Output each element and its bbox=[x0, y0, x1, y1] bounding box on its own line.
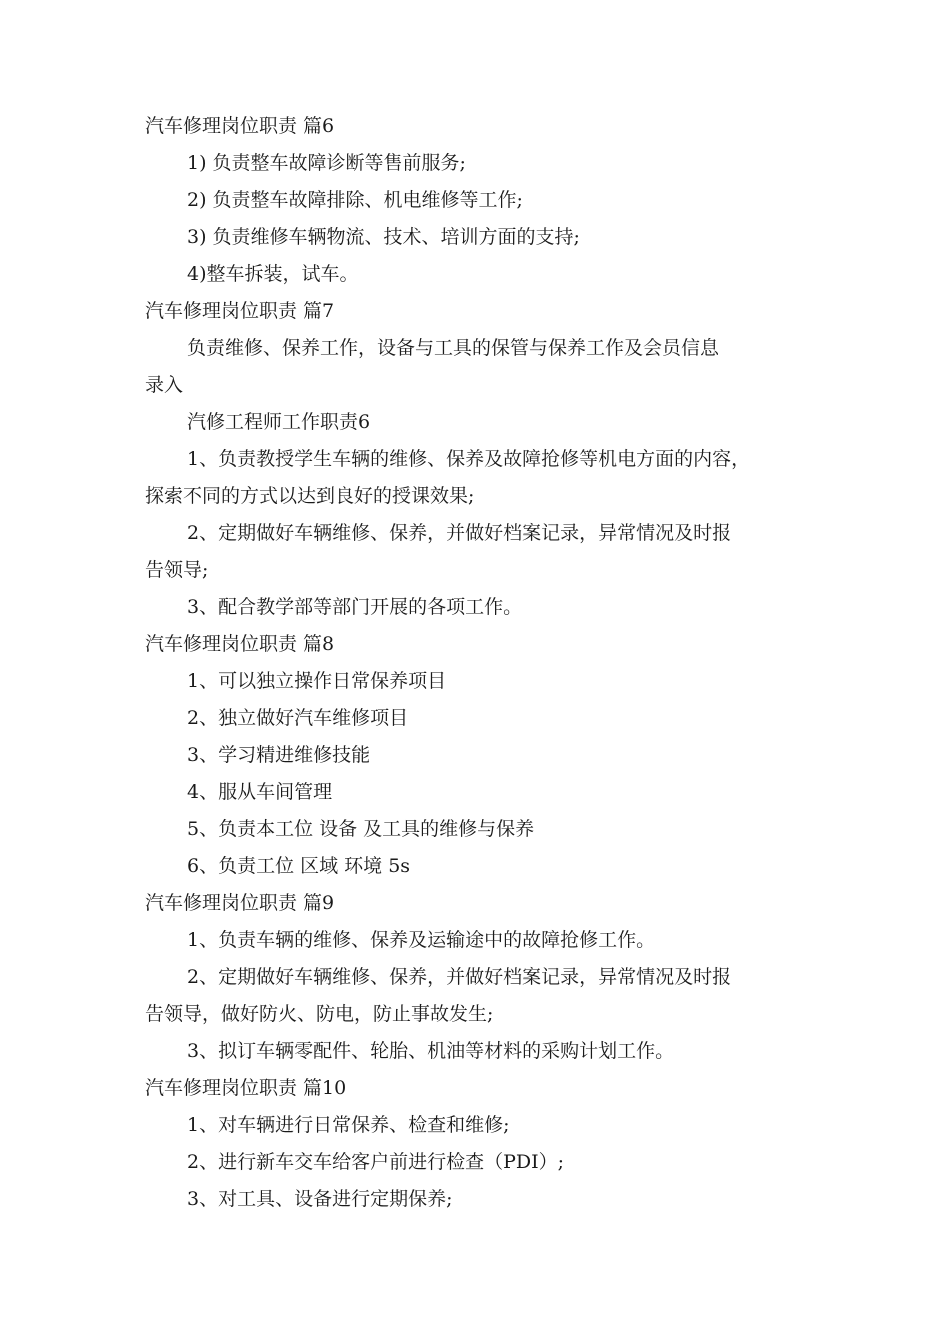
list-item-continuation: 告领导; bbox=[145, 559, 209, 581]
document-body bbox=[145, 108, 815, 1218]
list-item: 2、独立做好汽车维修项目 bbox=[187, 707, 409, 729]
list-item: 3、对工具、设备进行定期保养; bbox=[187, 1188, 453, 1210]
section-heading: 汽车修理岗位职责 篇7 bbox=[145, 300, 335, 322]
subheading: 汽修工程师工作职责6 bbox=[187, 411, 371, 433]
list-item: 6、负责工位 区域 环境 5s bbox=[187, 855, 411, 877]
list-item: 4)整车拆装，试车。 bbox=[187, 263, 359, 285]
list-item: 2、进行新车交车给客户前进行检查（PDI）; bbox=[187, 1151, 565, 1173]
section-heading: 汽车修理岗位职责 篇6 bbox=[145, 115, 335, 137]
list-item: 1) 负责整车故障诊断等售前服务; bbox=[187, 152, 466, 174]
list-item-continuation: 探索不同的方式以达到良好的授课效果; bbox=[145, 485, 475, 507]
list-item: 3、拟订车辆零配件、轮胎、机油等材料的采购计划工作。 bbox=[187, 1040, 675, 1062]
list-item: 1、负责教授学生车辆的维修、保养及故障抢修等机电方面的内容， bbox=[187, 448, 751, 470]
list-item: 1、对车辆进行日常保养、检查和维修; bbox=[187, 1114, 510, 1136]
list-item-continuation: 告领导，做好防火、防电，防止事故发生; bbox=[145, 1003, 494, 1025]
list-item: 5、负责本工位 设备 及工具的维修与保养 bbox=[187, 818, 535, 840]
list-item: 4、服从车间管理 bbox=[187, 781, 333, 803]
list-item: 2、定期做好车辆维修、保养，并做好档案记录，异常情况及时报 bbox=[187, 522, 732, 544]
section-heading: 汽车修理岗位职责 篇10 bbox=[145, 1077, 347, 1099]
paragraph-continuation: 录入 bbox=[145, 374, 184, 396]
list-item: 1、可以独立操作日常保养项目 bbox=[187, 670, 447, 692]
section-heading: 汽车修理岗位职责 篇9 bbox=[145, 892, 335, 914]
list-item: 2、定期做好车辆维修、保养，并做好档案记录，异常情况及时报 bbox=[187, 966, 732, 988]
list-item: 1、负责车辆的维修、保养及运输途中的故障抢修工作。 bbox=[187, 929, 656, 951]
section-heading: 汽车修理岗位职责 篇8 bbox=[145, 633, 335, 655]
list-item: 3、学习精进维修技能 bbox=[187, 744, 371, 766]
list-item: 3、配合教学部等部门开展的各项工作。 bbox=[187, 596, 523, 618]
list-item: 3) 负责维修车辆物流、技术、培训方面的支持; bbox=[187, 226, 580, 248]
paragraph-line: 负责维修、保养工作，设备与工具的保管与保养工作及会员信息 bbox=[187, 337, 720, 359]
list-item: 2) 负责整车故障排除、机电维修等工作; bbox=[187, 189, 523, 211]
